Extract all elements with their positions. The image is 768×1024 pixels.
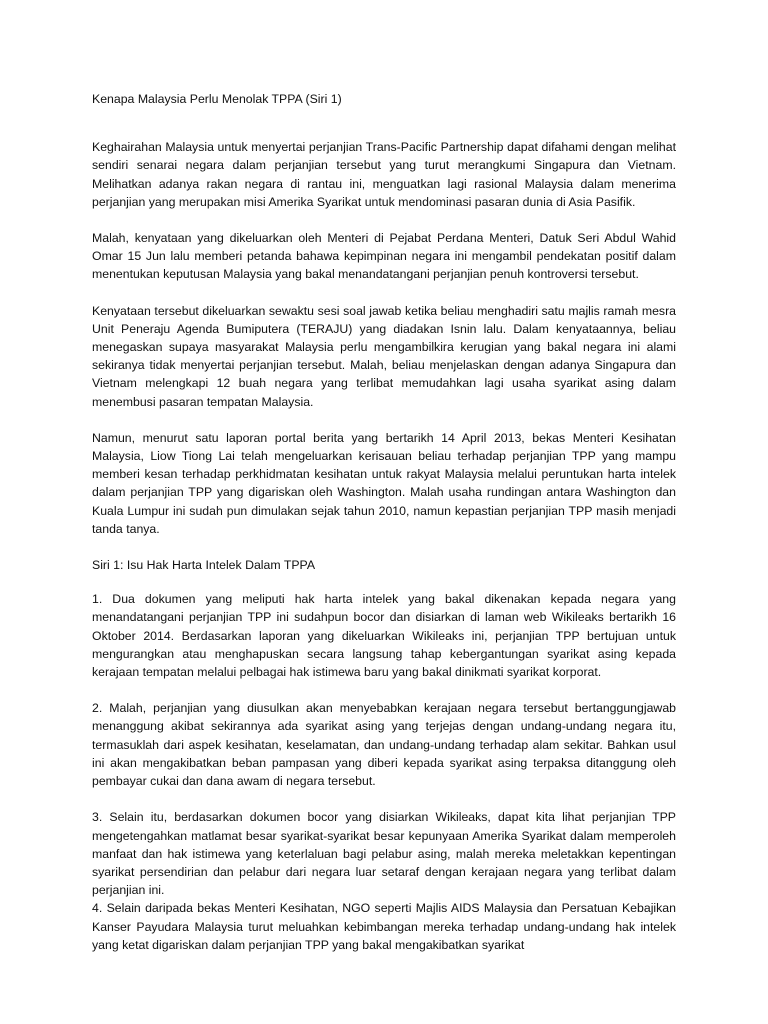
point-3: 3. Selain itu, berdasarkan dokumen bocor yang disiarkan Wikileaks, dapat kita lihat perjanjian TPP mengetengahkan matlamat besar syarikat-syarikat besar kepunyaan Amerika Syarikat dalam memperoleh manfaat dan hak istimewa yang keterlaluan bagi pelabur asing, malah mereka meletakkan kepentingan syarikat persendirian dan pelabur dari negara luar setaraf dengan kerajaan negara yang terlibat dalam perjanjian ini. — [92, 810, 676, 898]
paragraph-minister-statement: Malah, kenyataan yang dikeluarkan oleh Menteri di Pejabat Perdana Menteri, Datuk Seri Abdul Wahid Omar 15 Jun lalu memberi petanda bahawa kepimpinan negara ini mengambil pendekatan positif dalam menentukan keputusan Malaysia yang bakal menandatangani perjanjian penuh kontroversi tersebut. — [92, 231, 676, 282]
point-1: 1. Dua dokumen yang meliputi hak harta intelek yang bakal dikenakan kepada negara yang menandatangani perjanjian TPP ini sudahpun bocor dan disiarkan di laman web Wikileaks bertarikh 16 Oktober 2014. Berdasarkan laporan yang dikeluarkan Wikileaks ini, perjanjian TPP bertujuan untuk mengurangkan atau menghapuskan secara langsung tahap kebergantungan syarikat asing kepada kerajaan tempatan melalui pelbagai hak istimewa baru yang bakal dinikmati syarikat korporat. — [92, 592, 676, 680]
paragraph-intro: Keghairahan Malaysia untuk menyertai perjanjian Trans-Pacific Partnership dapat difahami dengan melihat sendiri senarai negara dalam perjanjian tersebut yang turut merangkumi Singapura dan Vietnam. Melihatkan adanya rakan negara di rantau ini, menguatkan lagi rasional Malaysia dalam menerima perjanjian yang merupakan misi Amerika Syarikat untuk mendominasi pasaran dunia di Asia Pasifik. — [92, 140, 676, 209]
paragraph-teraju-session: Kenyataan tersebut dikeluarkan sewaktu sesi soal jawab ketika beliau menghadiri satu majlis ramah mesra Unit Peneraju Agenda Bumiputera (TERAJU) yang diadakan Isnin lalu. Dalam kenyataannya, beliau menegaskan supaya masyarakat Malaysia perlu mengambilkira kerugian yang bakal negara ini alami sekiranya tidak menyertai perjanjian tersebut. Malah, beliau menjelaskan dengan adanya Singapura dan Vietnam melengkapi 12 buah negara yang terlibat memudahkan lagi usaha syarikat asing dalam menembusi pasaran tempatan Malaysia. — [92, 303, 676, 409]
document-title: Kenapa Malaysia Perlu Menolak TPPA (Siri 1) — [92, 92, 342, 106]
point-2: 2. Malah, perjanjian yang diusulkan akan menyebabkan kerajaan negara tersebut bertanggungjawab menanggung akibat sekirannya ada syarikat asing yang terjejas dengan undang-undang negara itu, termasuklah dari aspek kesihatan, keselamatan, dan undang-undang terhadap alam sekitar. Bahkan usul ini akan mengakibatkan beban pampasan yang diberi kepada syarikat asing terpaksa ditanggung oleh pembayar cukai dan dana awam di negara tersebut. — [92, 701, 676, 789]
section-heading: Siri 1: Isu Hak Harta Intelek Dalam TPPA — [92, 558, 316, 573]
paragraph-health-minister-concern: Namun, menurut satu laporan portal berita yang bertarikh 14 April 2013, bekas Menteri Kesihatan Malaysia, Liow Tiong Lai telah mengeluarkan kerisauan beliau terhadap perjanjian TPP yang mampu memberi kesan terhadap perkhidmatan kesihatan untuk rakyat Malaysia melalui peruntukan harta intelek dalam perjanjian TPP yang digariskan oleh Washington. Malah usaha rundingan antara Washington dan Kuala Lumpur ini sudah pun dimulakan sejak tahun 2010, namun kepastian perjanjian TPP masih menjadi tanda tanya. — [92, 430, 676, 536]
point-4: 4. Selain daripada bekas Menteri Kesihatan, NGO seperti Majlis AIDS Malaysia dan Persatuan Kebajikan Kanser Payudara Malaysia turut meluahkan kebimbangan mereka terhadap undang-undang hak intelek yang ketat digariskan dalam perjanjian TPP yang bakal mengakibatkan syarikat — [92, 901, 676, 952]
